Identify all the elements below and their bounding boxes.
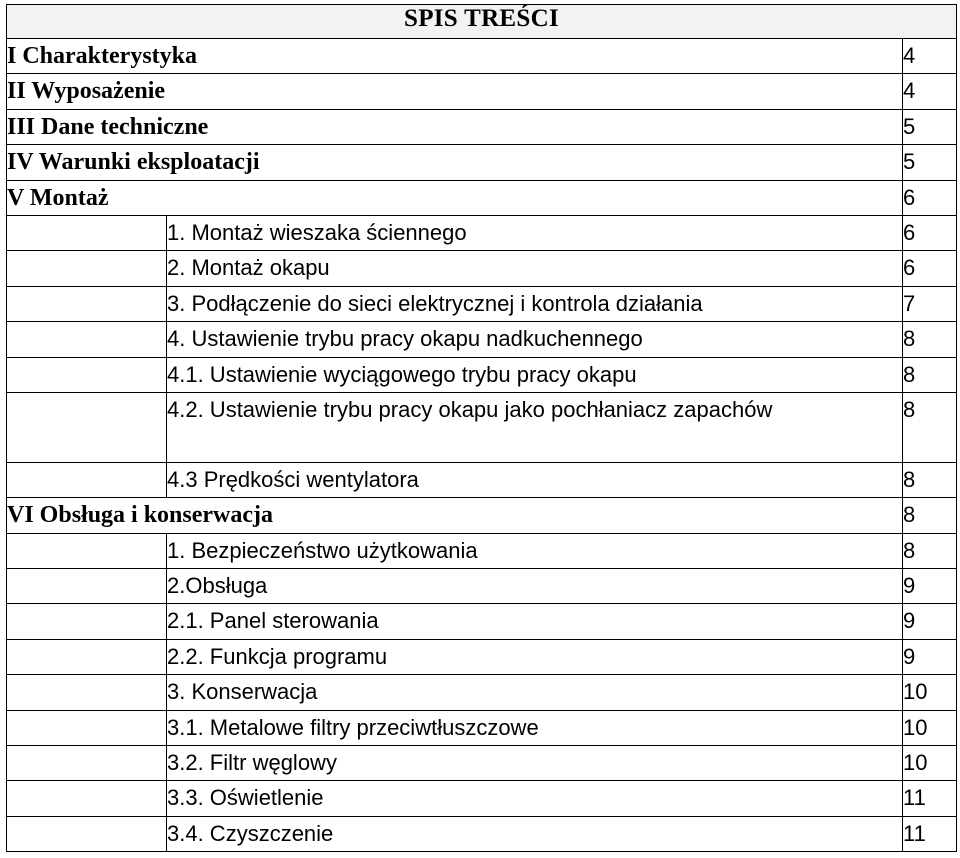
toc-entry-label: 4.3 Prędkości wentylatora xyxy=(167,462,903,497)
toc-row xyxy=(7,180,957,215)
toc-entry-label: II Wyposażenie xyxy=(7,74,903,109)
toc-subrow xyxy=(7,816,957,851)
toc-indent-cell xyxy=(7,781,167,816)
toc-subrow xyxy=(7,357,957,392)
toc-indent-cell xyxy=(7,322,167,357)
toc-entry-page: 6 xyxy=(903,251,957,286)
toc-entry-label: 2.Obsługa xyxy=(167,569,903,604)
toc-subrow xyxy=(7,604,957,639)
toc-subrow xyxy=(7,392,957,462)
toc-entry-page: 11 xyxy=(903,781,957,816)
toc-subrow xyxy=(7,462,957,497)
toc-entry-label: 1. Montaż wieszaka ściennego xyxy=(167,215,903,250)
toc-entry-label: 3. Podłączenie do sieci elektrycznej i kontrola działania xyxy=(167,286,903,321)
toc-subrow xyxy=(7,710,957,745)
toc-entry-page: 5 xyxy=(903,109,957,144)
toc-entry-label: 4.1. Ustawienie wyciągowego trybu pracy okapu xyxy=(167,357,903,392)
toc-indent-cell xyxy=(7,462,167,497)
toc-entry-page: 4 xyxy=(903,39,957,74)
toc-entry-label: III Dane techniczne xyxy=(7,109,903,144)
toc-entry-page: 10 xyxy=(903,746,957,781)
toc-entry-label: 3.3. Oświetlenie xyxy=(167,781,903,816)
toc-entry-label: 2. Montaż okapu xyxy=(167,251,903,286)
toc-entry-page: 9 xyxy=(903,604,957,639)
toc-entry-label: 3.1. Metalowe filtry przeciwtłuszczowe xyxy=(167,710,903,745)
toc-entry-page: 9 xyxy=(903,639,957,674)
toc-entry-label: IV Warunki eksploatacji xyxy=(7,145,903,180)
toc-entry-label: 2.2. Funkcja programu xyxy=(167,639,903,674)
toc-entry-page: 9 xyxy=(903,569,957,604)
toc-subrow xyxy=(7,215,957,250)
toc-entry-page: 8 xyxy=(903,322,957,357)
toc-subrow xyxy=(7,322,957,357)
toc-indent-cell xyxy=(7,816,167,851)
toc-subrow xyxy=(7,533,957,568)
toc-entry-page: 10 xyxy=(903,710,957,745)
toc-subrow xyxy=(7,639,957,674)
toc-entry-page: 5 xyxy=(903,145,957,180)
toc-entry-page: 7 xyxy=(903,286,957,321)
toc-entry-page: 8 xyxy=(903,392,957,462)
toc-row xyxy=(7,498,957,533)
toc-indent-cell xyxy=(7,746,167,781)
toc-subrow xyxy=(7,251,957,286)
toc-entry-label: 3. Konserwacja xyxy=(167,675,903,710)
toc-row xyxy=(7,145,957,180)
toc-entry-label: 4.2. Ustawienie trybu pracy okapu jako pochłaniacz zapachów xyxy=(167,392,903,462)
toc-entry-label: 1. Bezpieczeństwo użytkowania xyxy=(167,533,903,568)
toc-entry-label: V Montaż xyxy=(7,180,903,215)
toc-indent-cell xyxy=(7,357,167,392)
toc-indent-cell xyxy=(7,251,167,286)
toc-entry-label: 2.1. Panel sterowania xyxy=(167,604,903,639)
toc-entry-label: 3.2. Filtr węglowy xyxy=(167,746,903,781)
toc-entry-page: 6 xyxy=(903,180,957,215)
toc-indent-cell xyxy=(7,675,167,710)
toc-subrow xyxy=(7,286,957,321)
toc-indent-cell xyxy=(7,639,167,674)
toc-entry-page: 8 xyxy=(903,462,957,497)
toc-indent-cell xyxy=(7,215,167,250)
toc-entry-page: 8 xyxy=(903,498,957,533)
toc-entry-page: 4 xyxy=(903,74,957,109)
toc-indent-cell xyxy=(7,286,167,321)
toc-indent-cell xyxy=(7,392,167,462)
toc-title: SPIS TREŚCI xyxy=(7,5,957,39)
toc-entry-page: 11 xyxy=(903,816,957,851)
toc-subrow xyxy=(7,746,957,781)
toc-subrow xyxy=(7,675,957,710)
toc-entry-page: 8 xyxy=(903,357,957,392)
table-of-contents xyxy=(6,4,957,852)
toc-entry-page: 6 xyxy=(903,215,957,250)
toc-row xyxy=(7,74,957,109)
toc-indent-cell xyxy=(7,710,167,745)
toc-row xyxy=(7,109,957,144)
toc-entry-label: 4. Ustawienie trybu pracy okapu nadkuchennego xyxy=(167,322,903,357)
toc-entry-label: I Charakterystyka xyxy=(7,39,903,74)
toc-indent-cell xyxy=(7,604,167,639)
toc-entry-label: VI Obsługa i konserwacja xyxy=(7,498,903,533)
toc-entry-page: 10 xyxy=(903,675,957,710)
toc-row xyxy=(7,39,957,74)
toc-entry-page: 8 xyxy=(903,533,957,568)
toc-entry-label: 3.4. Czyszczenie xyxy=(167,816,903,851)
toc-indent-cell xyxy=(7,533,167,568)
toc-subrow xyxy=(7,569,957,604)
toc-indent-cell xyxy=(7,569,167,604)
toc-subrow xyxy=(7,781,957,816)
